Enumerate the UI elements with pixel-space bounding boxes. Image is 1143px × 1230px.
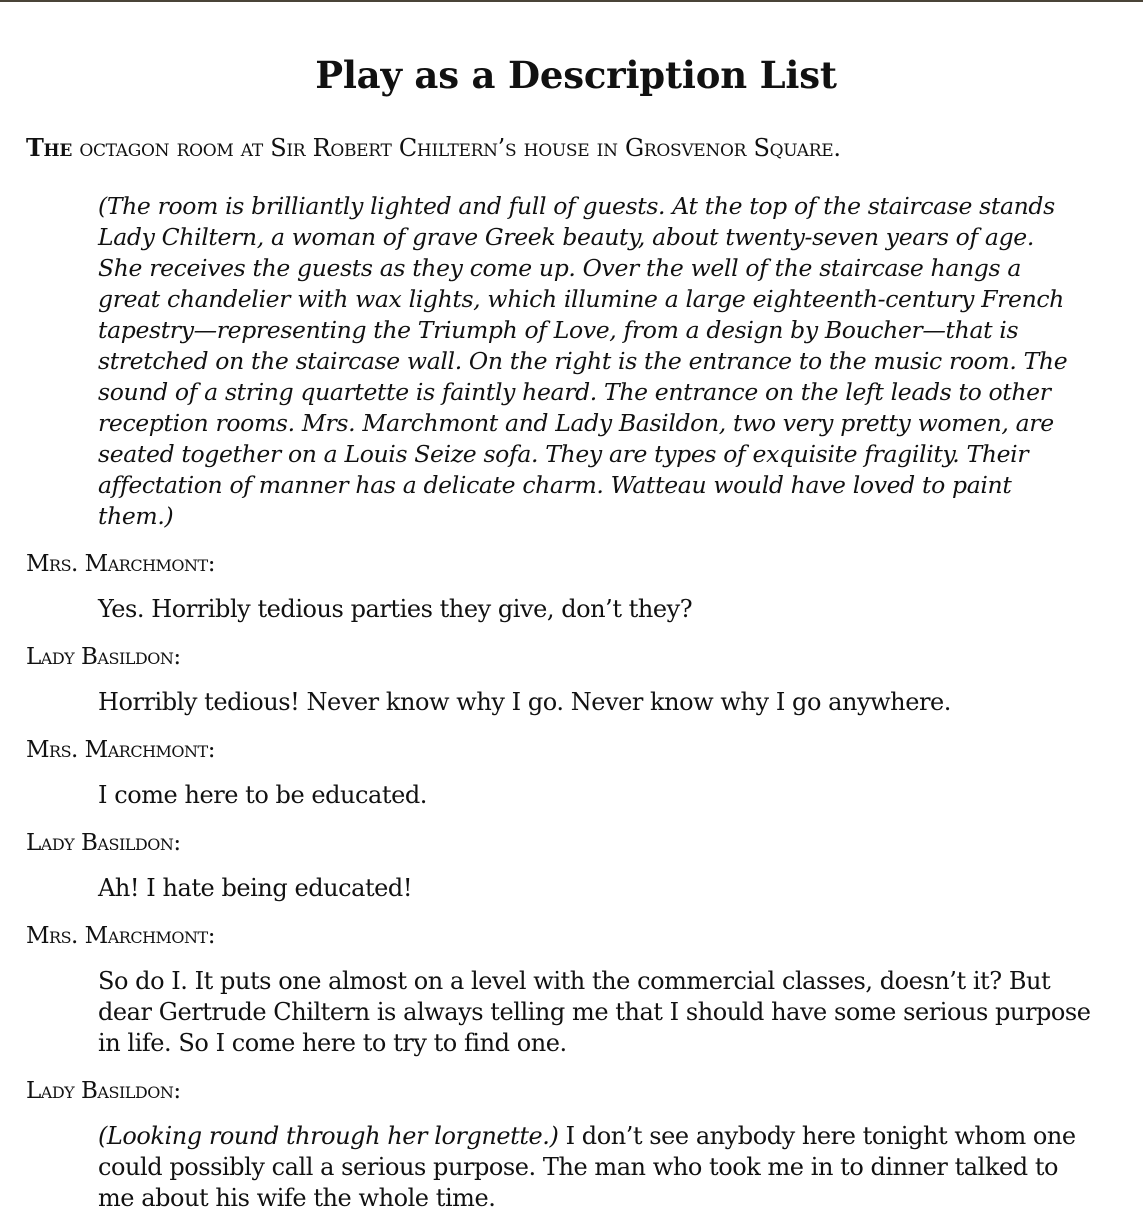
stage-direction-line: them.) <box>98 502 174 530</box>
speech-line: Ah! I hate being educated! <box>98 874 413 902</box>
stage-direction-line: seated together on a Louis Seize sofa. They are types of exquisite fragility. Their <box>98 440 1029 468</box>
stage-direction-line: She receives the guests as they come up. Over the well of the staircase hangs a <box>98 254 1021 282</box>
speech-text: I don’t see anybody here tonight whom one <box>558 1122 1076 1150</box>
scene-setting <box>26 132 1136 164</box>
stage-direction-line: Lady Chiltern, a woman of grave Greek beauty, about twenty-seven years of age. <box>98 223 1034 251</box>
speech-line: So do I. It puts one almost on a level with the commercial classes, doesn’t it? But <box>98 967 1051 995</box>
speech-line: I come here to be educated. <box>98 781 427 809</box>
speaker-name: Mrs. Marchmont: <box>26 551 215 577</box>
stage-direction <box>98 191 1128 532</box>
scene-setting-text: octagon room at Sir Robert Chiltern’s house in Grosvenor Square. <box>71 134 841 162</box>
speaker-name: Mrs. Marchmont: <box>26 923 215 949</box>
stage-direction-line: stretched on the staircase wall. On the right is the entrance to the music room. The <box>98 347 1068 375</box>
stage-direction-line: (The room is brilliantly lighted and full of guests. At the top of the staircase stands <box>98 192 1055 220</box>
speech-line: could possibly call a serious purpose. The man who took me in to dinner talked to <box>98 1153 1059 1181</box>
inline-stage-direction: (Looking round through her lorgnette.) <box>98 1122 559 1150</box>
speaker-name: Lady Basildon: <box>26 1078 181 1104</box>
stage-direction-line: great chandelier with wax lights, which illumine a large eighteenth-century French <box>98 285 1064 313</box>
speech-line: me about his wife the whole time. <box>98 1184 496 1212</box>
speech-line: Yes. Horribly tedious parties they give, don’t they? <box>98 595 693 623</box>
stage-direction-line: sound of a string quartette is faintly heard. The entrance on the left leads to other <box>98 378 1051 406</box>
speech <box>98 594 1126 625</box>
speech-line: in life. So I come here to try to find one. <box>98 1029 567 1057</box>
speaker-name: Mrs. Marchmont: <box>26 737 215 763</box>
top-border <box>0 0 1143 2</box>
speech-line: dear Gertrude Chiltern is always telling me that I should have some serious purpose <box>98 998 1091 1026</box>
stage-direction-line: tapestry—representing the Triumph of Love, from a design by Boucher—that is <box>98 316 1019 344</box>
speech <box>98 1121 1126 1214</box>
speech <box>98 873 1126 904</box>
page-title: Play as a Description List <box>315 53 837 97</box>
speech <box>98 687 1126 718</box>
speaker-name: Lady Basildon: <box>26 830 181 856</box>
speech <box>98 780 1126 811</box>
speech-line: Horribly tedious! Never know why I go. Never know why I go anywhere. <box>98 688 951 716</box>
dialogue-list <box>26 548 1126 1230</box>
speech-line-with-direction <box>98 1121 1126 1152</box>
speaker-name: Lady Basildon: <box>26 644 181 670</box>
stage-direction-line: reception rooms. Mrs. Marchmont and Lady Basildon, two very pretty women, are <box>98 409 1054 437</box>
stage-direction-line: affectation of manner has a delicate charm. Watteau would have loved to paint <box>98 471 1012 499</box>
speech <box>98 966 1126 1059</box>
scene-setting-first-word: The <box>26 133 72 162</box>
